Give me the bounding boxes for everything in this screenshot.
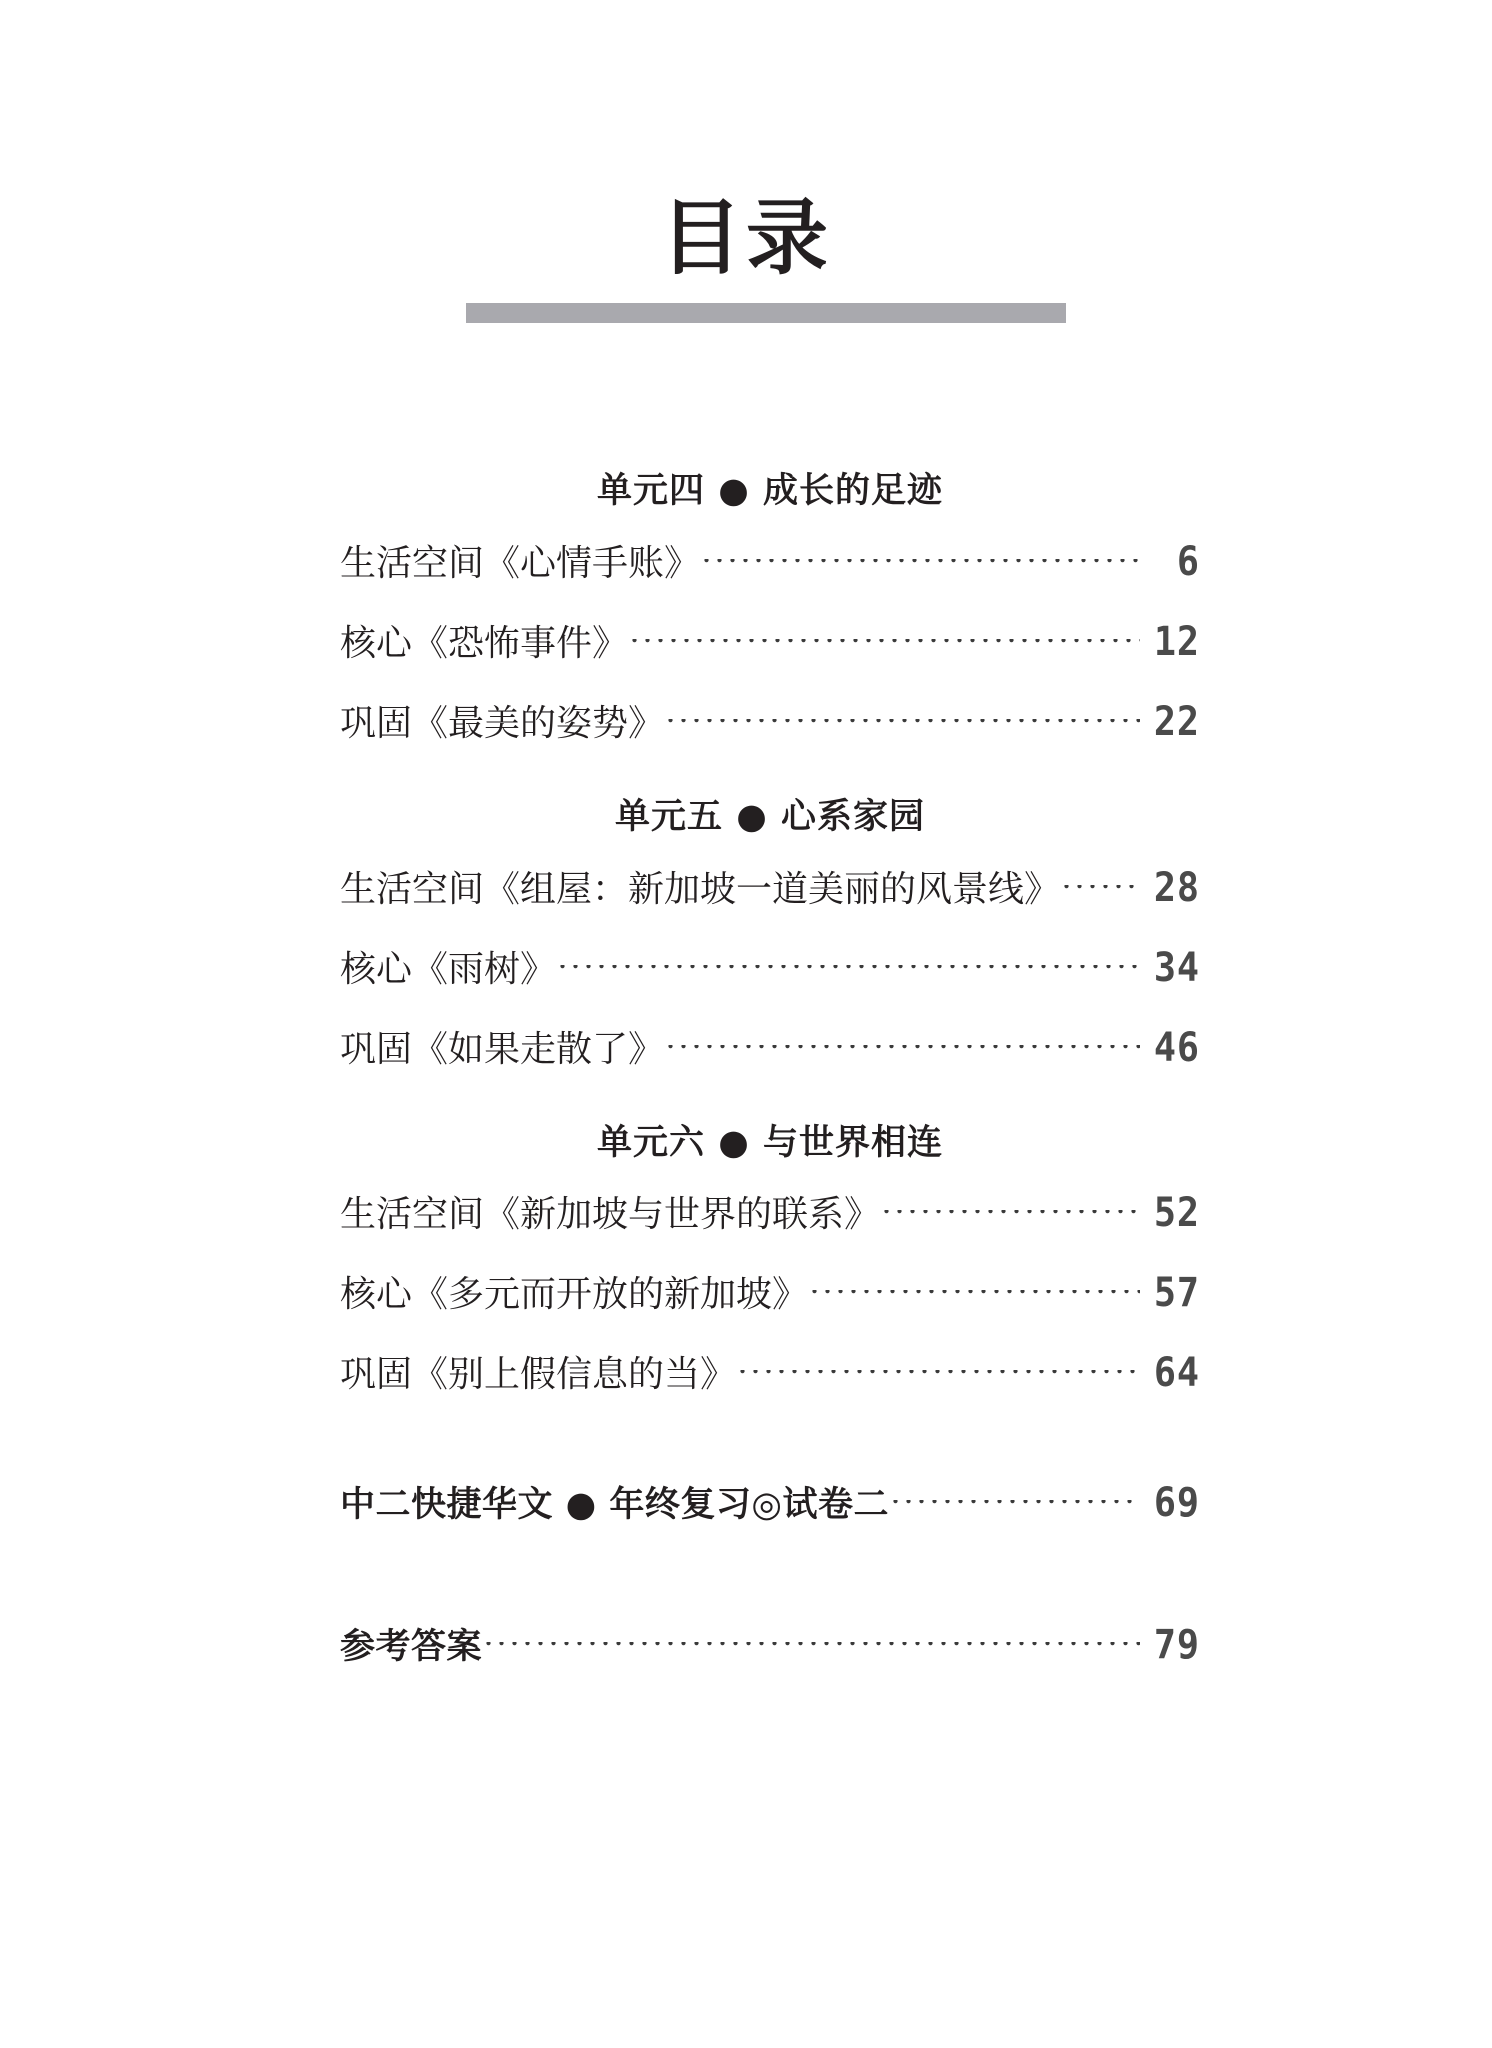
dot-leader — [1062, 885, 1140, 901]
toc-entry-page: 52 — [1153, 1190, 1200, 1237]
toc-entry[interactable] — [340, 1267, 1200, 1319]
unit-section-1 — [340, 470, 1200, 748]
toc-entry[interactable] — [340, 1347, 1200, 1399]
toc-entry-label: 核心《恐怖事件》 — [340, 622, 629, 663]
toc-entry-label: 生活空间《心情手账》 — [340, 542, 701, 583]
toc-entry-label: 核心《雨树》 — [340, 948, 557, 989]
toc-entry[interactable] — [340, 862, 1200, 914]
toc-entry-page: 34 — [1153, 944, 1200, 991]
dot-leader — [484, 1642, 1140, 1658]
unit-heading-2: 单元五 ● 心系家园 — [615, 796, 925, 837]
toc-entry[interactable] — [340, 942, 1200, 994]
toc-entry-label: 巩固《别上假信息的当》 — [340, 1354, 737, 1395]
dot-leader — [810, 1290, 1140, 1306]
dot-leader — [558, 965, 1140, 981]
toc-entry-page: 69 — [1153, 1480, 1200, 1527]
toc-entry-label: 核心《多元而开放的新加坡》 — [340, 1274, 809, 1315]
dot-leader — [882, 1210, 1140, 1226]
toc-entry-page: 28 — [1153, 864, 1200, 911]
unit-section-3 — [340, 1122, 1200, 1400]
page-title: 目录 — [659, 193, 832, 284]
toc-entry-exam-paper[interactable] — [340, 1477, 1200, 1529]
toc-entry[interactable] — [340, 536, 1200, 588]
toc-entry-label: 中二快捷华文 ● 年终复习◎试卷二 — [340, 1485, 889, 1526]
toc-entry-page: 64 — [1153, 1350, 1200, 1397]
toc-entry-label: 巩固《最美的姿势》 — [340, 702, 665, 743]
toc-entry-answer-key[interactable] — [340, 1619, 1200, 1671]
toc-entry-page: 79 — [1153, 1622, 1200, 1669]
unit-heading-3: 单元六 ● 与世界相连 — [597, 1122, 943, 1163]
toc-entry-label: 参考答案 — [340, 1627, 483, 1668]
toc-entry-page: 46 — [1153, 1024, 1200, 1071]
unit-heading-1: 单元四 ● 成长的足迹 — [597, 471, 943, 511]
toc-entry[interactable] — [340, 1022, 1200, 1074]
dot-leader — [891, 1500, 1140, 1516]
toc-entry-page: 57 — [1153, 1270, 1200, 1317]
dot-leader — [666, 719, 1140, 735]
toc-entry-label: 巩固《如果走散了》 — [340, 1028, 665, 1069]
toc-entry-page: 6 — [1176, 538, 1200, 585]
toc-entry[interactable] — [340, 696, 1200, 748]
unit-section-2 — [340, 796, 1200, 1074]
dot-leader — [666, 1045, 1140, 1061]
toc-header — [0, 193, 1492, 284]
toc-entry-page: 22 — [1153, 698, 1200, 745]
toc-entry-label: 生活空间《组屋：新加坡一道美丽的风景线》 — [340, 868, 1061, 909]
toc-content — [340, 470, 1200, 1699]
dot-leader — [738, 1370, 1140, 1386]
toc-entry-page: 12 — [1153, 618, 1200, 665]
title-underline-rule — [466, 303, 1066, 323]
toc-entry[interactable] — [340, 616, 1200, 668]
toc-entry[interactable] — [340, 1187, 1200, 1239]
dot-leader — [702, 559, 1140, 575]
dot-leader — [630, 639, 1140, 655]
toc-entry-label: 生活空间《新加坡与世界的联系》 — [340, 1194, 881, 1235]
